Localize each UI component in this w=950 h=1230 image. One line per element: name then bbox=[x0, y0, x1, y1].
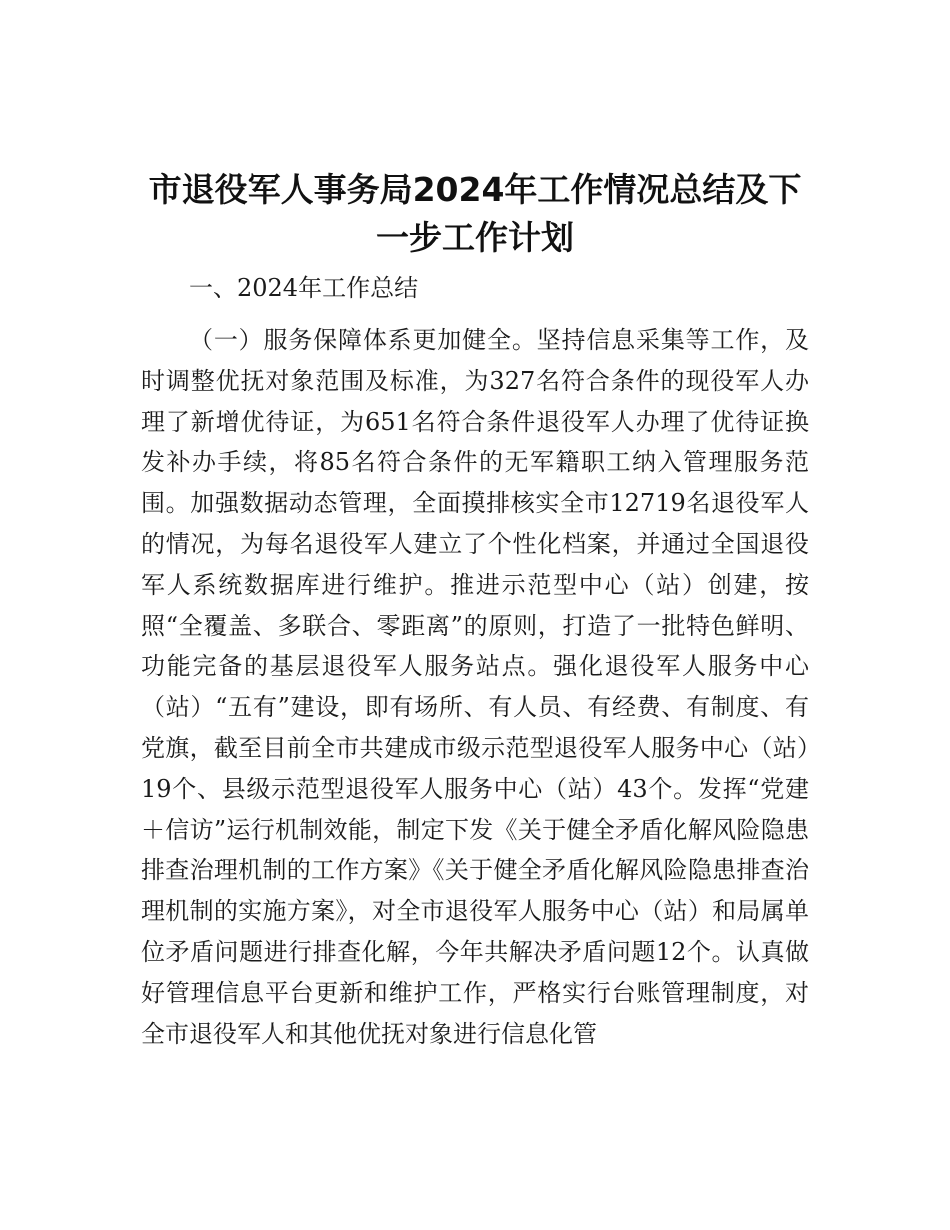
document-title: 市退役军人事务局2024年工作情况总结及下一步工作计划 bbox=[148, 170, 802, 257]
body-paragraph: （一）服务保障体系更加健全。坚持信息采集等工作，及时调整优抚对象范围及标准，为327名符合条件的现役军人办理了新增优待证，为651名符合条件退役军人办理了优待证换发补办手续，将85名符合条件的无军籍职工纳入管理服务范围。加强数据动态管理，全面摸排核实全市12719名退役军人的情况，为每名退役军人建立了个性化档案，并通过全国退役军人系统数据库进行维护。推进示范型中心（站）创建，按照“全覆盖、多联合、零距离”的原则，打造了一批特色鲜明、功能完备的基层退役军人服务站点。强化退役军人服务中心（站）“五有”建设，即有场所、有人员、有经费、有制度、有党旗，截至目前全市共建成市级示范型退役军人服务中心（站）19个、县级示范型退役军人服务中心（站）43个。发挥“党建＋信访”运行机制效能，制定下发《关于健全矛盾化解风险隐患排查治理机制的工作方案》《关于健全矛盾化解风险隐患排查治理机制的实施方案》，对全市退役军人服务中心（站）和局属单位矛盾问题进行排查化解，今年共解决矛盾问题12个。认真做好管理信息平台更新和维护工作，严格实行台账管理制度，对全市退役军人和其他优抚对象进行信息化管 bbox=[141, 326, 809, 1048]
section-heading: 一、2024年工作总结 bbox=[189, 274, 419, 302]
